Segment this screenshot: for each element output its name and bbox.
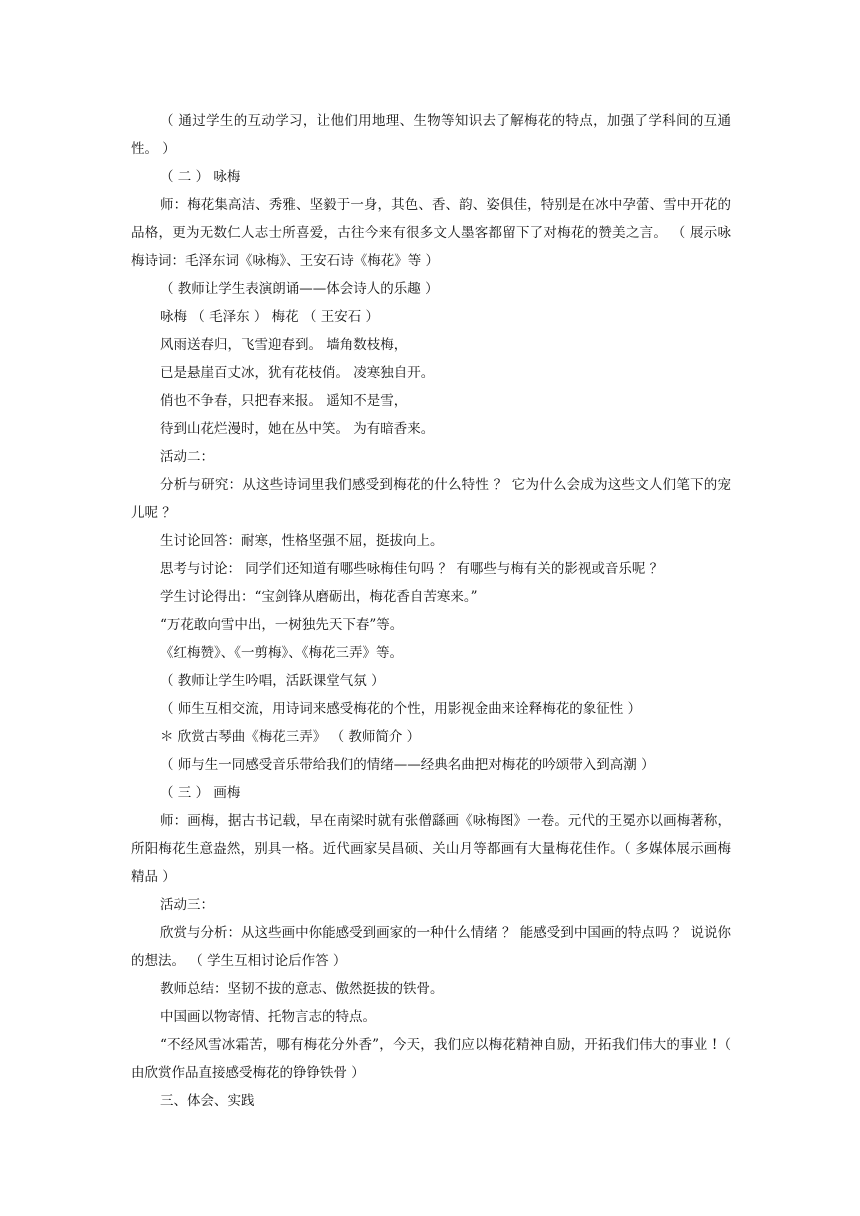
section-heading: （ 二 ） 咏梅: [160, 169, 241, 185]
poem-line: 待到山花烂漫时，她在丛中笑。 为有暗香来。: [160, 421, 435, 437]
document-body: [131, 107, 731, 1115]
paragraph: （ 通过学生的互动学习，让他们用地理、生物等知识去了解梅花的特点，加强了学科间的互通性。 ）: [131, 113, 731, 157]
poem-titles: 咏梅 （ 毛泽东 ） 梅花 （ 王安石 ）: [160, 309, 380, 325]
activity-heading: 活动二：: [160, 449, 214, 465]
paragraph: “不经风雪冰霜苦，哪有梅花分外香”，今天，我们应以梅花精神自励，开拓我们伟大的事业 !（ 由欣赏作品直接感受梅花的铮铮铁骨 ）: [131, 1037, 731, 1081]
paragraph: 师：画梅，据古书记载，早在南梁时就有张僧繇画《咏梅图》一卷。元代的王冕亦以画梅著称，所阳梅花生意盎然，别具一格。近代画家吴昌硕、关山月等都画有大量梅花佳作。（ 多媒体展示画梅精品 ）: [131, 813, 731, 885]
poem-line: 风雨送春归，飞雪迎春到。 墙角数枝梅，: [160, 337, 408, 353]
paragraph: 中国画以物寄情、托物言志的特点。: [160, 1009, 376, 1025]
paragraph: “万花敢向雪中出，一树独先天下春”等。: [160, 617, 404, 633]
activity-heading: 活动三：: [160, 897, 214, 913]
paragraph: 分析与研究：从这些诗词里我们感受到梅花的什么特性 ？ 它为什么会成为这些文人们笔下的宠儿呢 ？: [131, 477, 731, 521]
paragraph: ＊ 欣赏古琴曲《梅花三弄》 （ 教师简介 ）: [160, 729, 421, 745]
paragraph: （ 师与生一同感受音乐带给我们的情绪——经典名曲把对梅花的吟颂带入到高潮 ）: [160, 757, 655, 773]
paragraph: （ 师生互相交流，用诗词来感受梅花的个性，用影视金曲来诠释梅花的象征性 ）: [160, 701, 642, 717]
paragraph: 师：梅花集高洁、秀雅、坚毅于一身，其色、香、韵、姿俱佳，特别是在冰中孕蕾、雪中开花的品格，更为无数仁人志士所喜爱，古往今来有很多文人墨客都留下了对梅花的赞美之言。 （ 展示咏梅诗词：毛泽东词《咏梅》、王安石诗《梅花》等 ）: [131, 197, 731, 269]
paragraph: （ 教师让学生吟唱，活跃课堂气氛 ）: [160, 673, 385, 689]
paragraph: 《红梅赞》、《一剪梅》、《梅花三弄》等。: [160, 645, 403, 661]
section-heading: （ 三 ） 画梅: [160, 785, 241, 801]
section-heading: 三、体会、实践: [160, 1093, 255, 1109]
poem-line: 已是悬崖百丈冰，犹有花枝俏。 凌寒独自开。: [160, 365, 435, 381]
paragraph: 思考与讨论： 同学们还知道有哪些咏梅佳句吗 ？ 有哪些与梅有关的影视或音乐呢 ？: [160, 561, 664, 577]
paragraph: 学生讨论得出：“宝剑锋从磨砺出，梅花香自苦寒来。”: [160, 589, 478, 605]
paragraph: 欣赏与分析：从这些画中你能感受到画家的一种什么情绪 ？ 能感受到中国画的特点吗 ？ 说说你的想法。 （ 学生互相讨论后作答 ）: [131, 925, 731, 969]
paragraph: （ 教师让学生表演朗诵——体会诗人的乐趣 ）: [160, 281, 439, 297]
paragraph: 生讨论回答：耐寒，性格坚强不屈，挺拔向上。: [160, 533, 444, 549]
poem-line: 俏也不争春，只把春来报。 遥知不是雪，: [160, 393, 408, 409]
paragraph: 教师总结：坚韧不拔的意志、傲然挺拔的铁骨。: [160, 981, 444, 997]
